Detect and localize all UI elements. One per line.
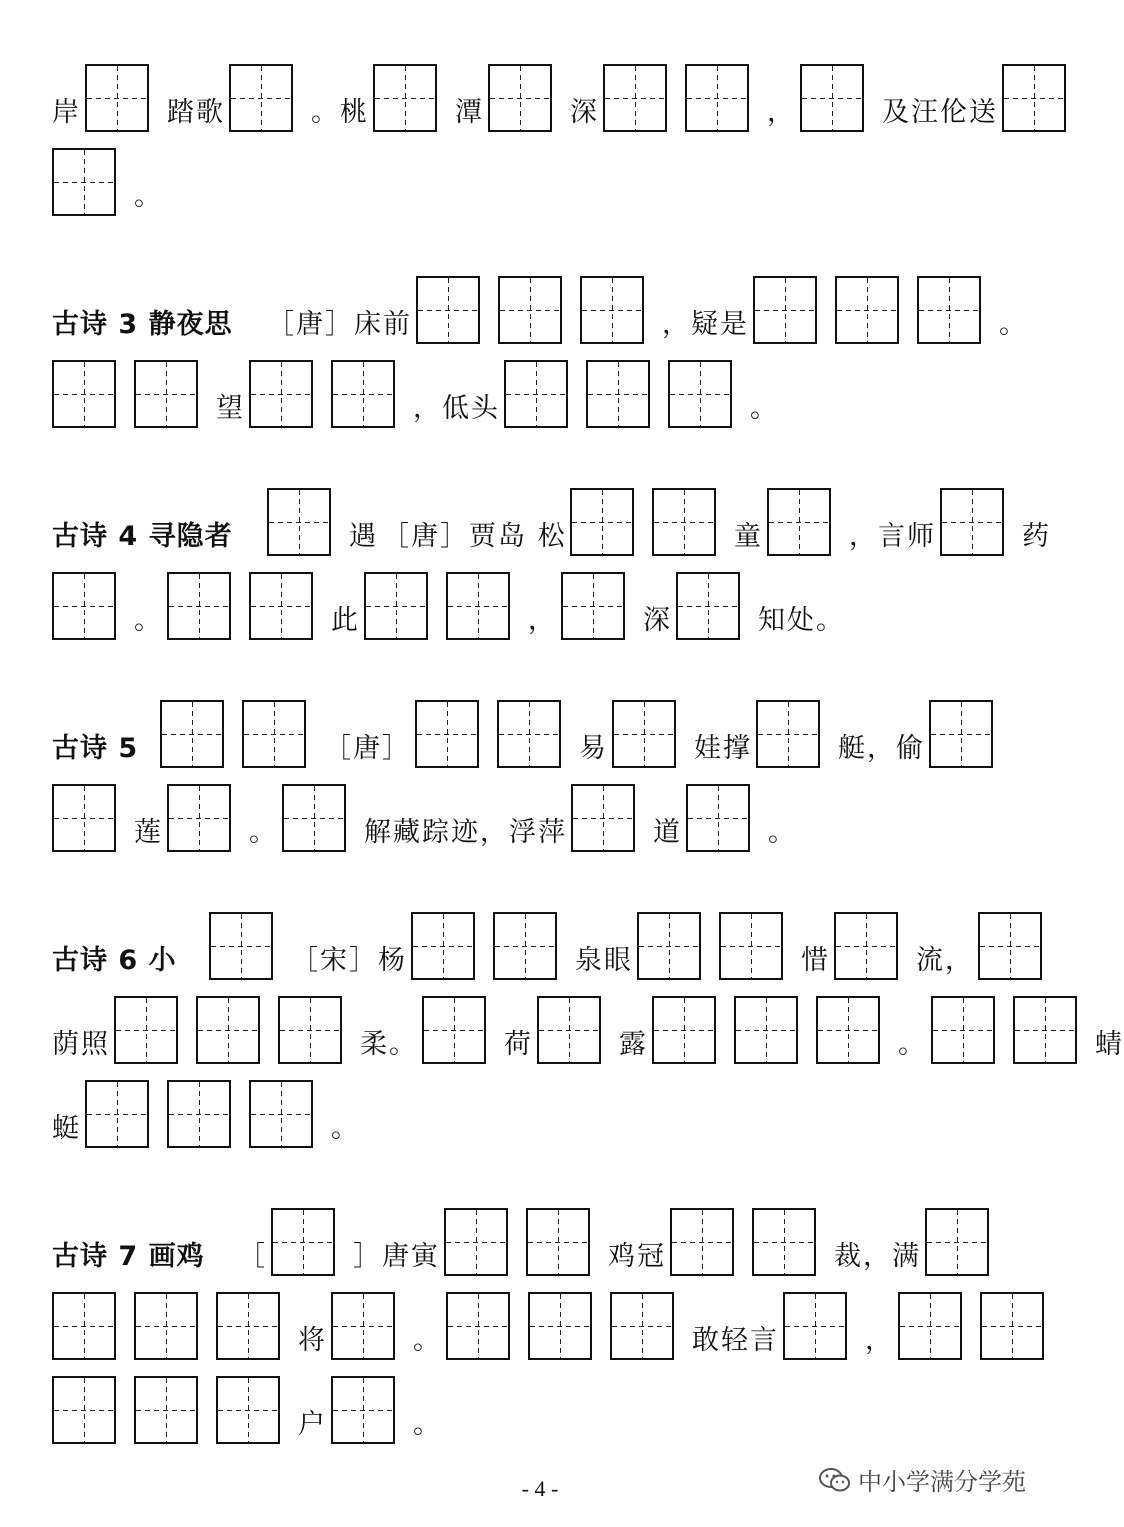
answer-box[interactable]	[580, 276, 644, 344]
poem-text: ］唐寅	[353, 1241, 440, 1272]
poem-line	[0, 688, 1080, 768]
poem-title: 古诗 4 寻隐者	[52, 521, 233, 552]
poem-line	[0, 348, 1080, 428]
answer-box[interactable]	[925, 1208, 989, 1276]
poem-text: ［唐］床前	[267, 309, 412, 340]
answer-box[interactable]	[249, 1080, 313, 1148]
answer-box[interactable]	[686, 784, 750, 852]
poem-text: ，低头	[413, 393, 500, 424]
answer-box[interactable]	[816, 996, 880, 1064]
answer-box[interactable]	[800, 64, 864, 132]
answer-box[interactable]	[373, 64, 437, 132]
answer-box[interactable]	[603, 64, 667, 132]
poem-text: 泉眼	[575, 945, 633, 976]
answer-box[interactable]	[364, 572, 428, 640]
answer-box[interactable]	[331, 1376, 395, 1444]
answer-box[interactable]	[249, 360, 313, 428]
watermark-text: 中小学满分学苑	[858, 1468, 1026, 1496]
answer-box[interactable]	[783, 1292, 847, 1360]
answer-box[interactable]	[446, 572, 510, 640]
answer-box[interactable]	[537, 996, 601, 1064]
poem-text: ［宋］杨	[291, 945, 407, 976]
poem-text: 。桃	[311, 97, 369, 128]
poem-text: ，言师	[849, 521, 936, 552]
answer-box[interactable]	[917, 276, 981, 344]
poem-title: 古诗 5	[52, 733, 139, 764]
poem-text: ［唐］	[324, 733, 411, 764]
poem-text: 此	[331, 605, 360, 636]
poem-text: ，疑是	[662, 309, 749, 340]
poem-line	[0, 476, 1080, 556]
answer-box[interactable]	[249, 572, 313, 640]
poem-text: 潭	[455, 97, 484, 128]
answer-box[interactable]	[612, 700, 676, 768]
poem-line	[0, 560, 1080, 640]
poem-text: 裁，满	[834, 1241, 921, 1272]
answer-box[interactable]	[586, 360, 650, 428]
answer-box[interactable]	[331, 360, 395, 428]
answer-box[interactable]	[216, 1292, 280, 1360]
answer-box[interactable]	[52, 148, 116, 216]
poem-text: ［唐］贾岛 松	[382, 521, 567, 552]
poem-text: 。	[768, 817, 797, 848]
answer-box[interactable]	[734, 996, 798, 1064]
poem-text: ，	[865, 1325, 894, 1356]
answer-box[interactable]	[282, 784, 346, 852]
poem-text: 。	[134, 605, 163, 636]
poem-text: 及汪伦送	[882, 97, 998, 128]
answer-box[interactable]	[271, 1208, 335, 1276]
answer-box[interactable]	[422, 996, 486, 1064]
poem-text: 露	[619, 1029, 648, 1060]
poem-line	[0, 136, 1080, 216]
answer-box[interactable]	[446, 1292, 510, 1360]
poem-line	[0, 1068, 1080, 1148]
poem-text: 道	[653, 817, 682, 848]
poem-text: ，	[528, 605, 557, 636]
answer-box[interactable]	[504, 360, 568, 428]
answer-box[interactable]	[526, 1208, 590, 1276]
poem-text: 将	[298, 1325, 327, 1356]
poem-text: 流，	[916, 945, 974, 976]
answer-box[interactable]	[528, 1292, 592, 1360]
poem-text: 岸	[52, 97, 81, 128]
answer-box[interactable]	[114, 996, 178, 1064]
poem-text: 。	[750, 393, 779, 424]
poem-text: 深	[570, 97, 599, 128]
poem-line	[0, 772, 1080, 852]
answer-box[interactable]	[929, 700, 993, 768]
poem-text: 童	[734, 521, 763, 552]
answer-box[interactable]	[134, 1376, 198, 1444]
poem-text: 踏歌	[167, 97, 225, 128]
answer-box[interactable]	[652, 996, 716, 1064]
answer-box[interactable]	[85, 64, 149, 132]
poem-text: 敢轻言	[692, 1325, 779, 1356]
answer-box[interactable]	[242, 700, 306, 768]
poem-line	[0, 1364, 1080, 1444]
poem-text: 药	[1022, 521, 1051, 552]
answer-box[interactable]	[52, 360, 116, 428]
poem-line	[0, 1196, 1080, 1276]
answer-box[interactable]	[167, 784, 231, 852]
answer-box[interactable]	[719, 912, 783, 980]
poem-text: 遇	[349, 521, 378, 552]
answer-box[interactable]	[229, 64, 293, 132]
poem-text: 户	[298, 1409, 327, 1440]
answer-box[interactable]	[1002, 64, 1066, 132]
answer-box[interactable]	[610, 1292, 674, 1360]
answer-box[interactable]	[52, 1376, 116, 1444]
poem-text: 蜻	[1095, 1029, 1124, 1060]
poem-text: 。	[413, 1409, 442, 1440]
answer-box[interactable]	[411, 912, 475, 980]
answer-box[interactable]	[685, 64, 749, 132]
answer-box[interactable]	[637, 912, 701, 980]
poem-text: 知处。	[758, 605, 845, 636]
poem-text: 解藏踪迹，浮萍	[364, 817, 567, 848]
poem-line	[0, 52, 1080, 132]
poem-title: 古诗 6 小	[52, 945, 177, 976]
poem-text: 。	[999, 309, 1028, 340]
answer-box[interactable]	[571, 784, 635, 852]
poem-line	[0, 1280, 1080, 1360]
poem-line	[0, 900, 1080, 980]
poem-text: 艇，偷	[838, 733, 925, 764]
answer-box[interactable]	[497, 700, 561, 768]
answer-box[interactable]	[835, 276, 899, 344]
answer-box[interactable]	[898, 1292, 962, 1360]
answer-box[interactable]	[52, 784, 116, 852]
poem-text: 荷	[504, 1029, 533, 1060]
poem-text: 荫照	[52, 1029, 110, 1060]
page-number: - 4 -	[521, 1476, 559, 1501]
poem-text: 。	[898, 1029, 927, 1060]
answer-box[interactable]	[209, 912, 273, 980]
answer-box[interactable]	[756, 700, 820, 768]
poem-text: 。	[249, 817, 278, 848]
poem-text: 蜓	[52, 1113, 81, 1144]
answer-box[interactable]	[752, 1208, 816, 1276]
answer-box[interactable]	[52, 572, 116, 640]
answer-box[interactable]	[415, 700, 479, 768]
answer-box[interactable]	[561, 572, 625, 640]
answer-box[interactable]	[196, 996, 260, 1064]
answer-box[interactable]	[670, 1208, 734, 1276]
wechat-icon	[818, 1467, 852, 1493]
answer-box[interactable]	[160, 700, 224, 768]
poem-text: 惜	[801, 945, 830, 976]
answer-box[interactable]	[167, 1080, 231, 1148]
answer-box[interactable]	[167, 572, 231, 640]
answer-box[interactable]	[753, 276, 817, 344]
poem-text: 易	[579, 733, 608, 764]
answer-box[interactable]	[488, 64, 552, 132]
answer-box[interactable]	[834, 912, 898, 980]
poem-text: 。	[331, 1113, 360, 1144]
answer-box[interactable]	[668, 360, 732, 428]
answer-box[interactable]	[676, 572, 740, 640]
poem-text: 鸡冠	[608, 1241, 666, 1272]
answer-box[interactable]	[493, 912, 557, 980]
answer-box[interactable]	[267, 488, 331, 556]
poem-text: 柔。	[360, 1029, 418, 1060]
watermark	[818, 1462, 1026, 1497]
poem-text: 望	[216, 393, 245, 424]
answer-box[interactable]	[652, 488, 716, 556]
poem-text: 深	[643, 605, 672, 636]
poem-text: ，	[767, 97, 796, 128]
poem-title: 古诗 3 静夜思	[52, 309, 233, 340]
answer-box[interactable]	[978, 912, 1042, 980]
poem-text: 莲	[134, 817, 163, 848]
poem-text: 娃撑	[694, 733, 752, 764]
answer-box[interactable]	[52, 1292, 116, 1360]
answer-box[interactable]	[931, 996, 995, 1064]
answer-box[interactable]	[134, 1292, 198, 1360]
poem-text: 。	[413, 1325, 442, 1356]
poem-text: 。	[134, 181, 163, 212]
answer-box[interactable]	[134, 360, 198, 428]
answer-box[interactable]	[85, 1080, 149, 1148]
answer-box[interactable]	[1013, 996, 1077, 1064]
answer-box[interactable]	[767, 488, 831, 556]
answer-box[interactable]	[331, 1292, 395, 1360]
poem-text: ［	[238, 1241, 267, 1272]
answer-box[interactable]	[570, 488, 634, 556]
answer-box[interactable]	[216, 1376, 280, 1444]
poem-title: 古诗 7 画鸡	[52, 1241, 205, 1272]
answer-box[interactable]	[278, 996, 342, 1064]
answer-box[interactable]	[416, 276, 480, 344]
answer-box[interactable]	[940, 488, 1004, 556]
answer-box[interactable]	[444, 1208, 508, 1276]
poem-line	[0, 264, 1080, 344]
answer-box[interactable]	[498, 276, 562, 344]
poem-line	[0, 984, 1124, 1064]
answer-box[interactable]	[980, 1292, 1044, 1360]
